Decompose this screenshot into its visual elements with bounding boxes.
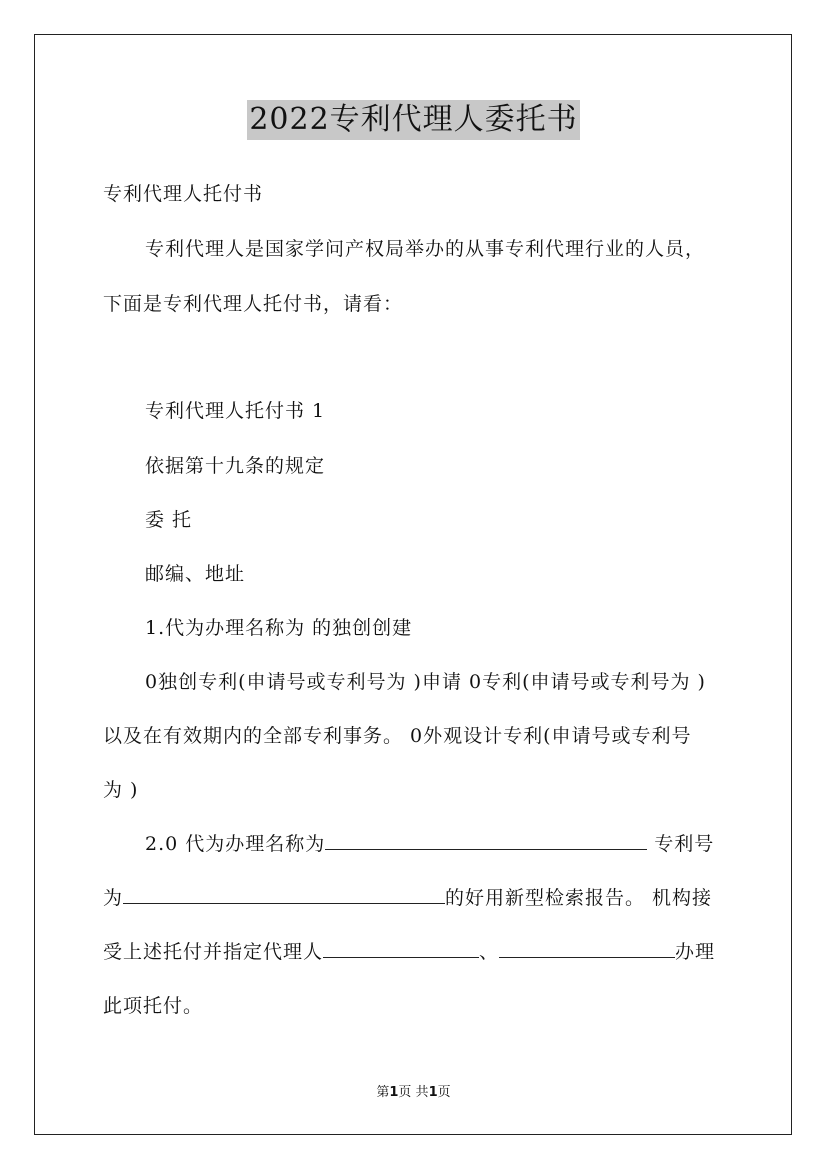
item-2-line-3-suffix: 办理 <box>675 941 716 963</box>
item-2-line-2-prefix: 为 <box>103 887 124 909</box>
item-2-line-4: 此项托付。 <box>103 995 204 1017</box>
item-2-line-2-suffix: 的好用新型检索报告。 机构接 <box>445 887 713 909</box>
agent-1-blank <box>323 939 479 958</box>
agent-2-blank <box>499 939 675 958</box>
footer-suffix: 页 <box>437 1085 451 1100</box>
item-2-line-3-prefix: 受上述托付并指定代理人 <box>103 941 324 963</box>
item-1-line-4: 为 ) <box>103 779 139 801</box>
intro-line-1: 专利代理人是国家学问产权局举办的从事专利代理行业的人员， <box>145 238 706 260</box>
name-blank <box>325 831 647 850</box>
footer-mid: 页 共 <box>398 1085 429 1100</box>
item-2-line-2 <box>103 885 712 911</box>
basis-line: 依据第十九条的规定 <box>145 455 326 477</box>
item-2-line-3 <box>103 939 715 965</box>
intro-line-2: 下面是专利代理人托付书，请看： <box>103 293 404 315</box>
postcode-address-line: 邮编、地址 <box>145 563 246 585</box>
footer-page-number: 1 <box>389 1085 399 1100</box>
footer-page-total: 1 <box>428 1085 438 1100</box>
item-2-line-3-sep: 、 <box>479 941 500 963</box>
title-container <box>0 100 827 140</box>
item-2-prefix: 2.0 代为办理名称为 <box>145 833 326 855</box>
item-2-line-1 <box>145 831 714 857</box>
page-footer <box>0 1084 827 1102</box>
item-1-line-2: 0独创专利(申请号或专利号为 )申请 0专利(申请号或专利号为 ) <box>145 671 706 693</box>
entrust-line: 委 托 <box>145 509 193 531</box>
item-1-line-1: 1.代为办理名称为 的独创创建 <box>145 617 413 639</box>
document-title: 2022专利代理人委托书 <box>247 100 579 140</box>
footer-prefix: 第 <box>376 1085 390 1100</box>
document-subtitle: 专利代理人托付书 <box>103 183 264 205</box>
item-2-suffix: 专利号 <box>647 833 715 855</box>
item-1-line-3: 以及在有效期内的全部专利事务。 0外观设计专利(申请号或专利号 <box>103 725 692 747</box>
patent-number-blank <box>123 885 445 904</box>
section-heading: 专利代理人托付书 1 <box>145 400 326 422</box>
